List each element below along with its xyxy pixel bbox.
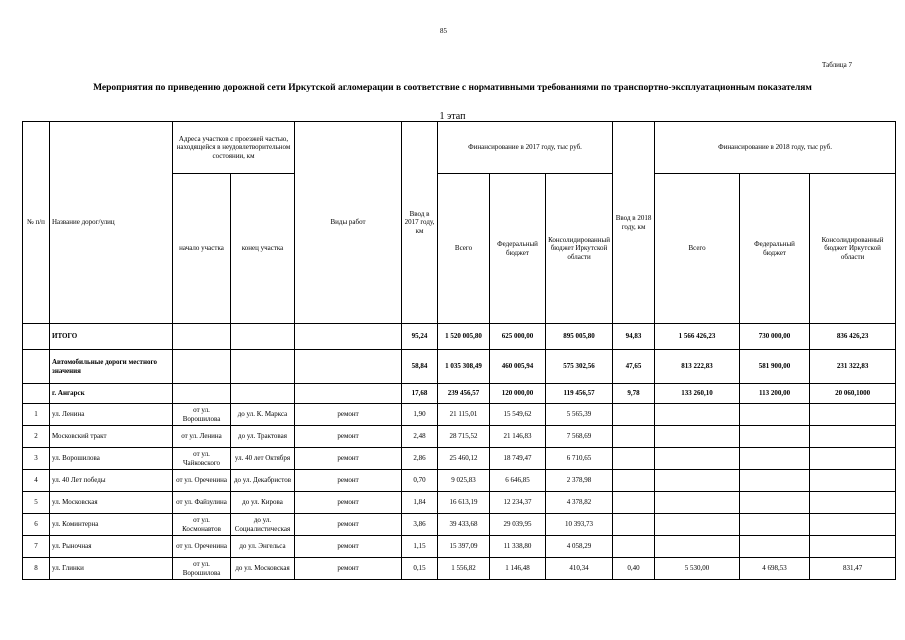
cell-end: до ул. Кирова	[231, 492, 295, 514]
header-federal-2018: Федеральный бюджет	[740, 174, 810, 324]
cell-federal-2018	[740, 514, 810, 536]
header-end: конец участка	[231, 174, 295, 324]
cell-federal-2017: 625 000,00	[490, 324, 546, 350]
cell-federal-2017: 6 646,85	[490, 470, 546, 492]
cell-work: ремонт	[295, 558, 402, 580]
cell-end: до ул. Московская	[231, 558, 295, 580]
cell-input-2018	[613, 514, 655, 536]
cell-road-name: Московский тракт	[50, 426, 173, 448]
cell-federal-2018	[740, 470, 810, 492]
cell-num: 8	[23, 558, 50, 580]
cell-road-name: ул. 40 Лет победы	[50, 470, 173, 492]
table-row	[23, 558, 896, 580]
cell-input-2018	[613, 426, 655, 448]
cell-start: от ул. Ореченина	[173, 470, 231, 492]
table-row	[23, 426, 896, 448]
cell-federal-2017: 11 338,80	[490, 536, 546, 558]
cell-total-2017: 1 556,82	[438, 558, 490, 580]
cell-consolidated-2017: 4 378,82	[546, 492, 613, 514]
cell-work: ремонт	[295, 514, 402, 536]
cell-total-2017: 21 115,01	[438, 404, 490, 426]
cell-total-2018	[655, 514, 740, 536]
cell-input-2018	[613, 448, 655, 470]
header-consolidated-2017: Консолидированный бюджет Иркутской области	[546, 174, 613, 324]
cell-input-2018	[613, 404, 655, 426]
cell-consolidated-2018	[810, 492, 896, 514]
cell-total-2018: 5 530,00	[655, 558, 740, 580]
cell-consolidated-2017: 410,34	[546, 558, 613, 580]
table-label: Таблица 7	[822, 61, 852, 69]
cell-input-2017: 0,15	[402, 558, 438, 580]
header-works: Виды работ	[295, 122, 402, 324]
roads-table	[22, 121, 896, 580]
row-name: г. Ангарск	[50, 384, 173, 404]
cell-start: от ул. Ворошилова	[173, 404, 231, 426]
cell-input-2017: 2,48	[402, 426, 438, 448]
cell-num: 6	[23, 514, 50, 536]
cell-total-2017: 28 715,52	[438, 426, 490, 448]
cell-consolidated-2018	[810, 426, 896, 448]
cell-input-2017: 1,15	[402, 536, 438, 558]
row-name: ИТОГО	[50, 324, 173, 350]
header-consolidated-2018: Консолидированный бюджет Иркутской области	[810, 174, 896, 324]
summary-row-angarsk	[23, 384, 896, 404]
cell-consolidated-2018	[810, 514, 896, 536]
cell-input-2017: 1,84	[402, 492, 438, 514]
cell-road-name: ул. Коминтерна	[50, 514, 173, 536]
cell-start: от ул. Космонавтов	[173, 514, 231, 536]
cell-work: ремонт	[295, 536, 402, 558]
header-total-2017: Всего	[438, 174, 490, 324]
cell-consolidated-2018	[810, 536, 896, 558]
table-row	[23, 448, 896, 470]
cell-num: 3	[23, 448, 50, 470]
cell-total-2018	[655, 404, 740, 426]
cell-num: 7	[23, 536, 50, 558]
cell-federal-2017: 15 549,62	[490, 404, 546, 426]
cell-input-2017: 95,24	[402, 324, 438, 350]
header-start: начало участка	[173, 174, 231, 324]
cell-input-2017: 3,86	[402, 514, 438, 536]
cell-work: ремонт	[295, 492, 402, 514]
table-row	[23, 404, 896, 426]
cell-consolidated-2017: 6 710,65	[546, 448, 613, 470]
cell-start: от ул. Чайковского	[173, 448, 231, 470]
cell-num: 4	[23, 470, 50, 492]
cell-total-2017: 1 035 308,49	[438, 350, 490, 384]
cell-federal-2017: 18 749,47	[490, 448, 546, 470]
cell-federal-2018	[740, 492, 810, 514]
document-title: Мероприятия по приведению дорожной сети Иркутской агломерации в соответствие с нормативными требованиями по транспортно-эксплуатационным показателям	[93, 83, 812, 93]
header-road: Название дорог/улиц	[50, 122, 173, 324]
cell-total-2017: 1 520 005,80	[438, 324, 490, 350]
cell-consolidated-2018: 831,47	[810, 558, 896, 580]
table-row	[23, 470, 896, 492]
header-input-2017: Ввод в 2017 году, км	[402, 122, 438, 324]
cell-consolidated-2017: 119 456,57	[546, 384, 613, 404]
cell-total-2018: 813 222,83	[655, 350, 740, 384]
cell-consolidated-2018	[810, 404, 896, 426]
cell-federal-2018	[740, 426, 810, 448]
header-num: № п/п	[23, 122, 50, 324]
cell-road-name: ул. Ворошилова	[50, 448, 173, 470]
cell-end: до ул. Энгельса	[231, 536, 295, 558]
cell-start: от ул. Ореченина	[173, 536, 231, 558]
header-federal-2017: Федеральный бюджет	[490, 174, 546, 324]
cell-input-2017: 1,90	[402, 404, 438, 426]
cell-federal-2017: 1 146,48	[490, 558, 546, 580]
table-row	[23, 536, 896, 558]
cell-road-name: ул. Ленина	[50, 404, 173, 426]
cell-consolidated-2017: 895 005,80	[546, 324, 613, 350]
cell-start: от ул. Файзулина	[173, 492, 231, 514]
cell-consolidated-2017: 2 378,98	[546, 470, 613, 492]
cell-num: 1	[23, 404, 50, 426]
cell-consolidated-2018	[810, 470, 896, 492]
cell-federal-2018: 4 698,53	[740, 558, 810, 580]
cell-consolidated-2018: 231 322,83	[810, 350, 896, 384]
cell-total-2017: 239 456,57	[438, 384, 490, 404]
cell-federal-2017: 12 234,37	[490, 492, 546, 514]
cell-total-2018	[655, 448, 740, 470]
cell-total-2017: 39 433,68	[438, 514, 490, 536]
cell-input-2018	[613, 536, 655, 558]
cell-input-2017: 2,86	[402, 448, 438, 470]
table-row	[23, 492, 896, 514]
cell-federal-2017: 29 039,95	[490, 514, 546, 536]
header-fin-2018: Финансирование в 2018 году, тыс руб.	[655, 122, 896, 174]
cell-total-2018: 1 566 426,23	[655, 324, 740, 350]
cell-road-name: ул. Глинки	[50, 558, 173, 580]
cell-federal-2018: 730 000,00	[740, 324, 810, 350]
cell-consolidated-2018: 20 060,1000	[810, 384, 896, 404]
cell-total-2017: 25 460,12	[438, 448, 490, 470]
cell-work: ремонт	[295, 448, 402, 470]
cell-input-2018: 47,65	[613, 350, 655, 384]
cell-input-2017: 58,84	[402, 350, 438, 384]
cell-consolidated-2017: 4 058,29	[546, 536, 613, 558]
cell-consolidated-2017: 7 568,69	[546, 426, 613, 448]
cell-num: 2	[23, 426, 50, 448]
cell-end: до ул. Декабристов	[231, 470, 295, 492]
header-total-2018: Всего	[655, 174, 740, 324]
cell-input-2018	[613, 492, 655, 514]
cell-consolidated-2017: 575 302,56	[546, 350, 613, 384]
cell-end: до ул. Трактовая	[231, 426, 295, 448]
cell-federal-2018	[740, 536, 810, 558]
cell-consolidated-2017: 5 565,39	[546, 404, 613, 426]
stage-label: 1 этап	[439, 111, 466, 122]
cell-federal-2018	[740, 448, 810, 470]
cell-input-2018: 94,83	[613, 324, 655, 350]
header-addresses: Адреса участков с проезжей частью, находящейся в неудовлетворительном состоянии, км	[173, 122, 295, 174]
cell-federal-2018: 581 900,00	[740, 350, 810, 384]
cell-start: от ул. Ленина	[173, 426, 231, 448]
cell-consolidated-2017: 10 393,73	[546, 514, 613, 536]
cell-input-2017: 17,68	[402, 384, 438, 404]
cell-total-2018: 133 260,10	[655, 384, 740, 404]
cell-consolidated-2018: 836 426,23	[810, 324, 896, 350]
cell-input-2018: 0,40	[613, 558, 655, 580]
cell-end: до ул. Социалистическая	[231, 514, 295, 536]
cell-total-2018	[655, 470, 740, 492]
cell-end: ул. 40 лет Октября	[231, 448, 295, 470]
cell-work: ремонт	[295, 404, 402, 426]
cell-start: от ул. Ворошилова	[173, 558, 231, 580]
header-input-2018: Ввод в 2018 году, км	[613, 122, 655, 324]
page-number: 85	[440, 27, 447, 35]
cell-federal-2017: 21 146,83	[490, 426, 546, 448]
cell-road-name: ул. Московская	[50, 492, 173, 514]
cell-total-2018	[655, 426, 740, 448]
cell-input-2018: 9,78	[613, 384, 655, 404]
summary-row-total	[23, 324, 896, 350]
cell-total-2018	[655, 536, 740, 558]
cell-federal-2017: 460 005,94	[490, 350, 546, 384]
cell-input-2018	[613, 470, 655, 492]
cell-consolidated-2018	[810, 448, 896, 470]
cell-total-2017: 9 025,83	[438, 470, 490, 492]
row-name: Автомобильные дороги местного значения	[50, 350, 173, 384]
cell-end: до ул. К. Маркса	[231, 404, 295, 426]
cell-total-2018	[655, 492, 740, 514]
cell-total-2017: 16 613,19	[438, 492, 490, 514]
cell-road-name: ул. Рыночная	[50, 536, 173, 558]
summary-row-local-roads	[23, 350, 896, 384]
cell-federal-2018: 113 200,00	[740, 384, 810, 404]
cell-federal-2018	[740, 404, 810, 426]
header-fin-2017: Финансирование в 2017 году, тыс руб.	[438, 122, 613, 174]
cell-work: ремонт	[295, 426, 402, 448]
cell-work: ремонт	[295, 470, 402, 492]
cell-federal-2017: 120 000,00	[490, 384, 546, 404]
cell-num: 5	[23, 492, 50, 514]
cell-input-2017: 0,70	[402, 470, 438, 492]
table-row	[23, 514, 896, 536]
cell-total-2017: 15 397,09	[438, 536, 490, 558]
